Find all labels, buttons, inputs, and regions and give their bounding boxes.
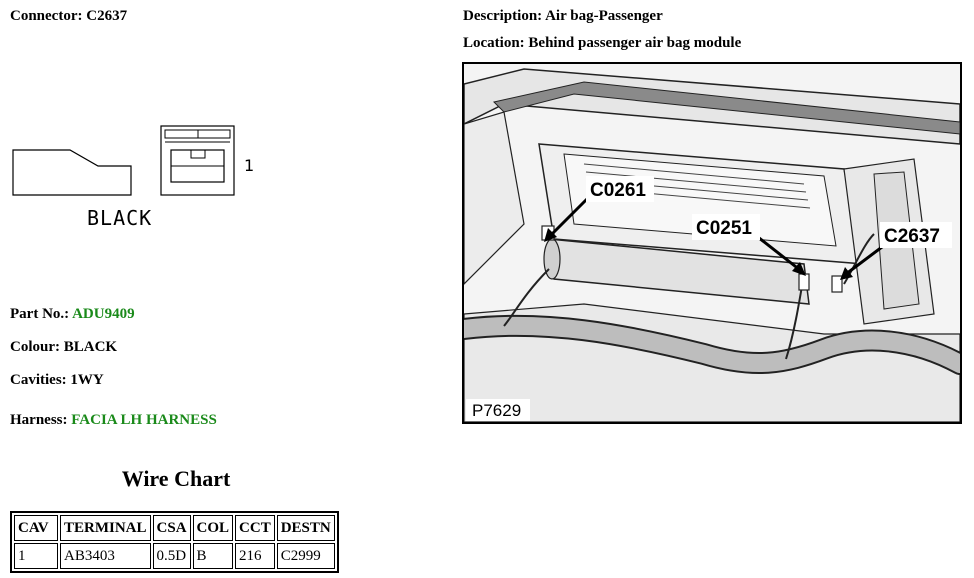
location-illustration bbox=[462, 62, 962, 424]
col-header-terminal: TERMINAL bbox=[60, 515, 151, 541]
connector-line bbox=[10, 8, 127, 25]
cell-csa: 0.5D bbox=[153, 543, 191, 569]
description-line bbox=[463, 8, 663, 25]
part-no-label: Part No.: bbox=[10, 306, 70, 322]
cell-cav: 1 bbox=[14, 543, 58, 569]
col-header-col: COL bbox=[193, 515, 234, 541]
description-value: Air bag-Passenger bbox=[545, 8, 663, 24]
connector-label: Connector: bbox=[10, 8, 83, 24]
callout-c0261: C0261 bbox=[590, 180, 646, 201]
col-header-cct: CCT bbox=[235, 515, 275, 541]
description-label: Description: bbox=[463, 8, 543, 24]
harness-line bbox=[10, 412, 217, 429]
cell-col: B bbox=[193, 543, 234, 569]
col-header-destn: DESTN bbox=[277, 515, 335, 541]
cell-terminal: AB3403 bbox=[60, 543, 151, 569]
callout-c0251: C0251 bbox=[696, 218, 752, 239]
pin-number: 1 bbox=[244, 156, 255, 175]
wire-chart-table bbox=[10, 511, 339, 573]
connector-drawing bbox=[8, 118, 278, 238]
wire-chart-title: Wire Chart bbox=[121, 466, 231, 491]
callout-c2637: C2637 bbox=[884, 226, 940, 247]
cell-destn-link[interactable]: C2999 bbox=[277, 543, 335, 569]
harness-label: Harness: bbox=[10, 412, 68, 428]
part-no-link[interactable]: ADU9409 bbox=[72, 306, 135, 322]
table-row bbox=[14, 543, 335, 569]
airbag-module-illustration bbox=[464, 64, 960, 422]
harness-link[interactable]: FACIA LH HARNESS bbox=[71, 412, 217, 428]
location-line bbox=[463, 35, 741, 52]
col-header-cav: CAV bbox=[14, 515, 58, 541]
connector-value: C2637 bbox=[86, 8, 128, 24]
wire-chart-header-row bbox=[14, 515, 335, 541]
drawing-color-label: BLACK bbox=[87, 206, 153, 230]
cavities-label: Cavities: bbox=[10, 372, 67, 388]
colour-line bbox=[10, 339, 117, 356]
part-no-line bbox=[10, 306, 135, 323]
colour-label: Colour: bbox=[10, 339, 60, 355]
col-header-csa: CSA bbox=[153, 515, 191, 541]
location-value: Behind passenger air bag module bbox=[528, 35, 742, 51]
figure-id: P7629 bbox=[472, 401, 522, 420]
cavities-line bbox=[10, 372, 104, 389]
cavities-value: 1WY bbox=[70, 372, 104, 388]
cell-cct: 216 bbox=[235, 543, 275, 569]
colour-value: BLACK bbox=[63, 339, 118, 355]
location-label: Location: bbox=[463, 35, 525, 51]
